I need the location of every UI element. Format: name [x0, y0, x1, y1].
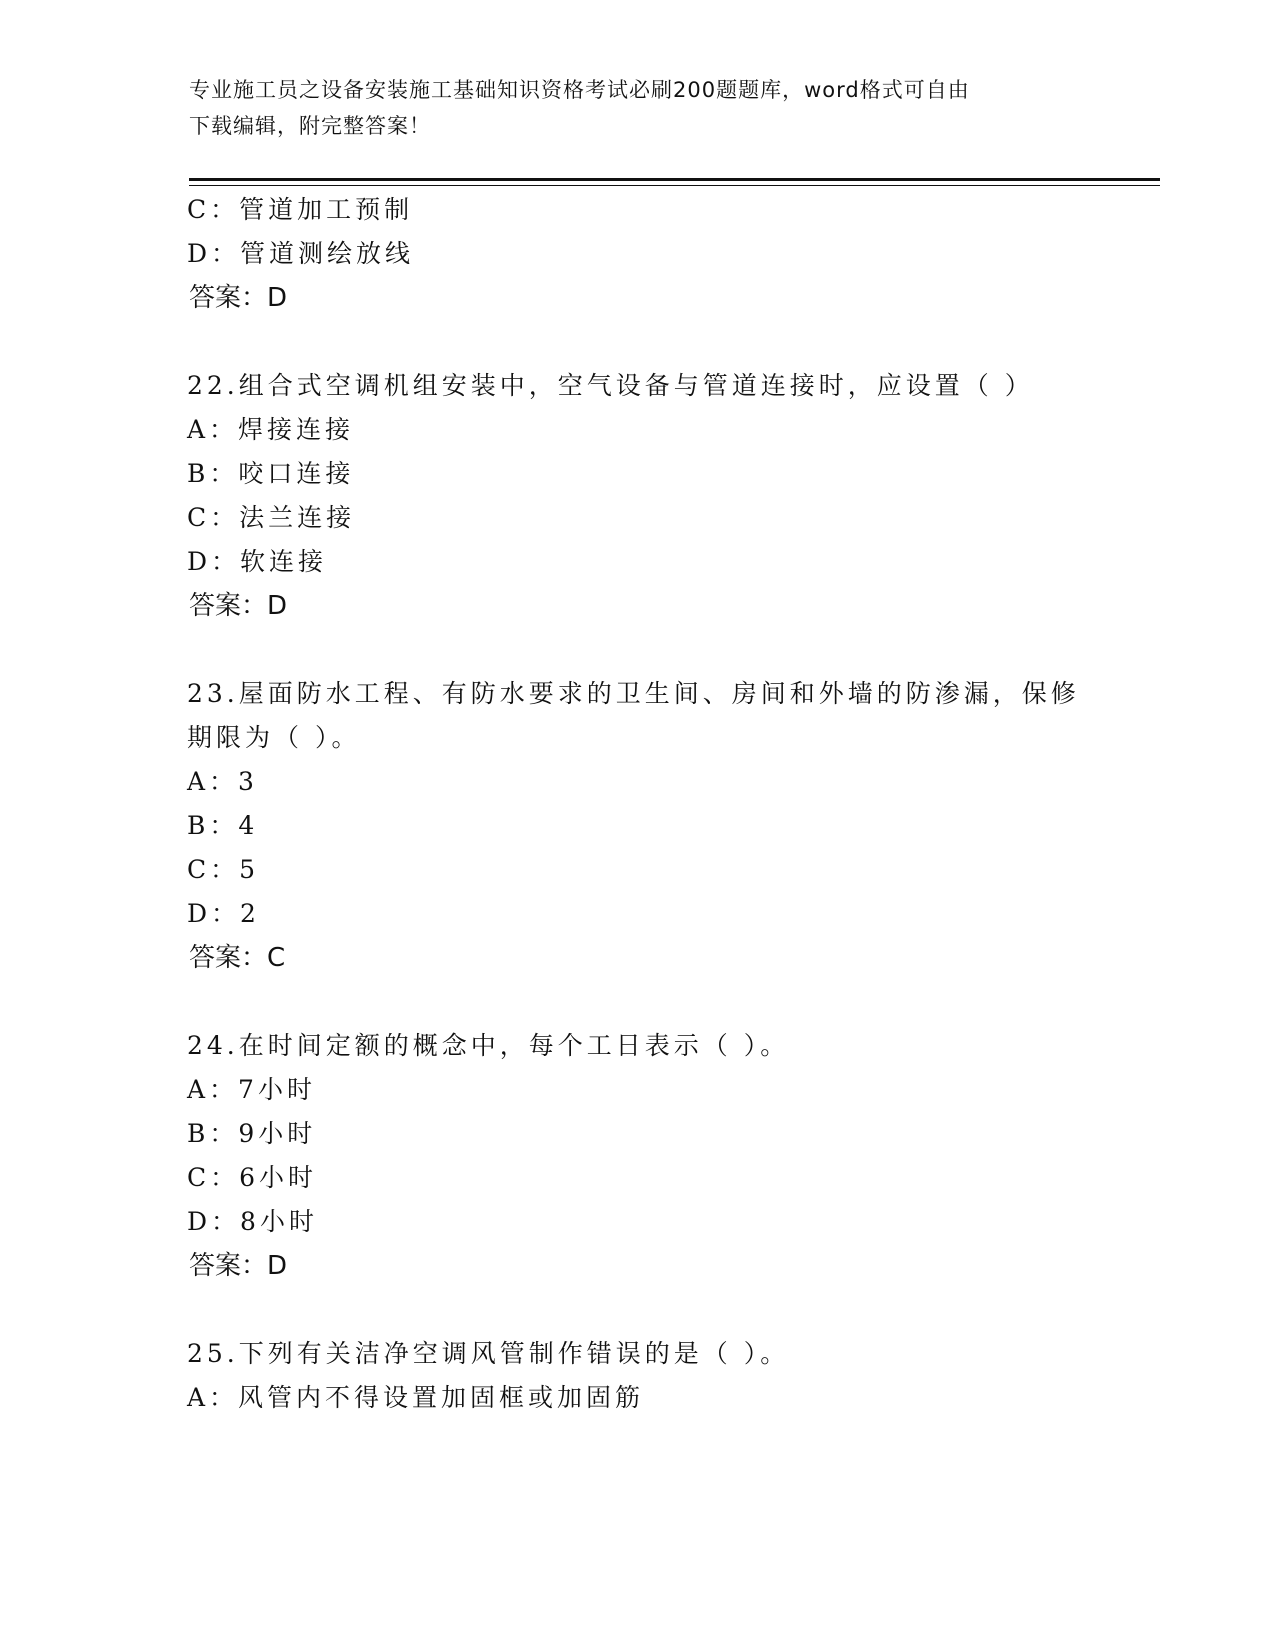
option-c: C：5 — [187, 855, 260, 884]
question-stem: 25.下列有关洁净空调风管制作错误的是（ ）。 — [187, 1339, 790, 1368]
answer: 答案：D — [189, 591, 288, 621]
option-b: B：9小时 — [187, 1119, 317, 1148]
option-b: B：4 — [187, 811, 259, 840]
question-stem: 23.屋面防水工程、有防水要求的卫生间、房间和外墙的防渗漏，保修 — [187, 679, 1080, 708]
header-line-2: 下载编辑，附完整答案！ — [189, 114, 431, 138]
option-b: B：咬口连接 — [187, 459, 355, 488]
option-a: A：风管内不得设置加固框或加固筋 — [187, 1383, 645, 1412]
question-stem: 24.在时间定额的概念中，每个工日表示（ ）。 — [187, 1031, 790, 1060]
option-c: C：6小时 — [187, 1163, 318, 1192]
option-a: A：7小时 — [187, 1075, 316, 1104]
answer: 答案：D — [189, 283, 288, 313]
answer: 答案：D — [189, 1251, 288, 1281]
header-rule-thick — [189, 178, 1160, 181]
option-d: D：8小时 — [187, 1207, 318, 1236]
option-d: D：软连接 — [187, 547, 328, 576]
header-rule-thin — [189, 185, 1160, 186]
option-d: D：2 — [187, 899, 260, 928]
document-header — [189, 72, 1089, 144]
question-stem-continued: 期限为（ ）。 — [187, 723, 361, 752]
option-a: A：焊接连接 — [187, 415, 355, 444]
question-stem: 22.组合式空调机组安装中，空气设备与管道连接时，应设置（ ） — [187, 371, 1034, 400]
answer: 答案：C — [189, 943, 286, 973]
option-c: C：管道加工预制 — [187, 195, 414, 224]
option-c: C：法兰连接 — [187, 503, 356, 532]
option-d: D：管道测绘放线 — [187, 239, 415, 268]
header-line-1: 专业施工员之设备安装施工基础知识资格考试必刷200题题库，word格式可自由 — [189, 78, 970, 102]
option-a: A：3 — [187, 767, 258, 796]
